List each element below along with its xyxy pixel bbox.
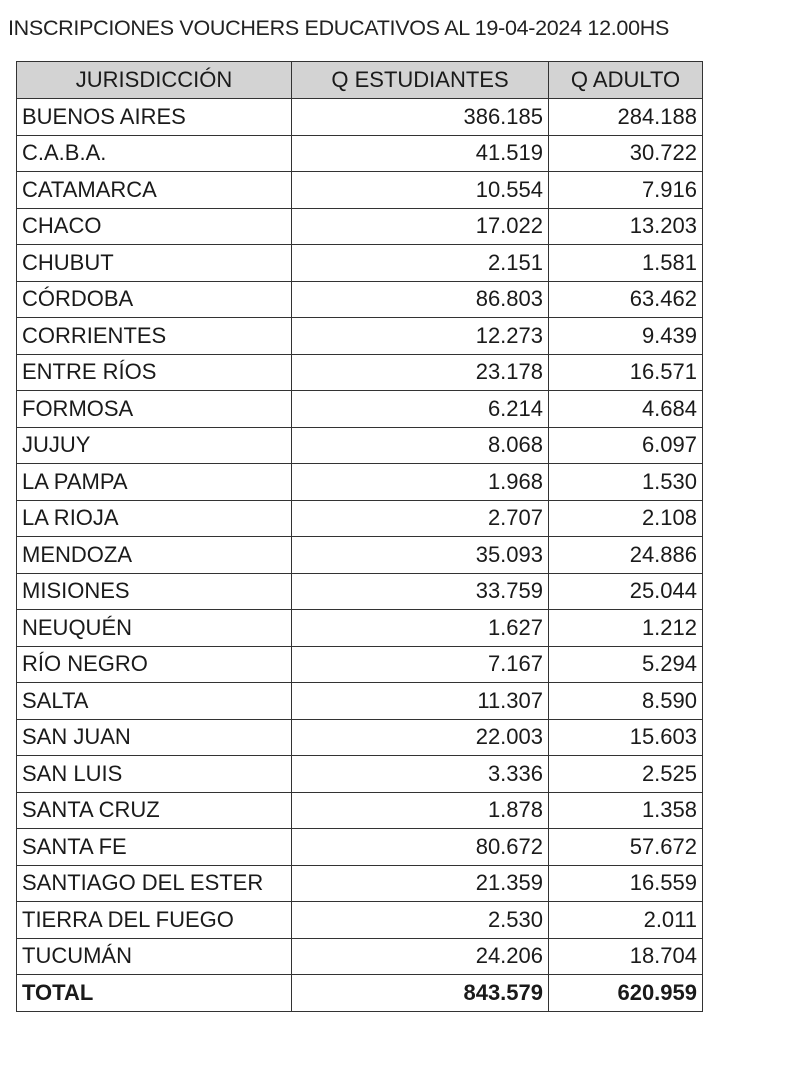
q-adulto-cell: 284.188 (549, 99, 703, 136)
q-adulto-cell: 30.722 (549, 135, 703, 172)
table-row (17, 537, 703, 574)
q-adulto-cell: 1.358 (549, 792, 703, 829)
q-estudiantes-cell: 386.185 (292, 99, 549, 136)
header-jurisdiccion: JURISDICCIÓN (17, 62, 292, 99)
table-row (17, 99, 703, 136)
table-row (17, 318, 703, 355)
q-estudiantes-cell: 1.878 (292, 792, 549, 829)
table-row (17, 354, 703, 391)
table-row (17, 756, 703, 793)
table-row (17, 646, 703, 683)
q-adulto-cell: 1.212 (549, 610, 703, 647)
header-q-adulto: Q ADULTO (549, 62, 703, 99)
jurisdiccion-cell: CHUBUT (17, 245, 292, 282)
jurisdiccion-cell: SAN JUAN (17, 719, 292, 756)
q-estudiantes-cell: 33.759 (292, 573, 549, 610)
q-adulto-cell: 5.294 (549, 646, 703, 683)
q-adulto-cell: 57.672 (549, 829, 703, 866)
jurisdiccion-cell: JUJUY (17, 427, 292, 464)
q-adulto-cell: 7.916 (549, 172, 703, 209)
q-estudiantes-cell: 86.803 (292, 281, 549, 318)
jurisdiccion-cell: CÓRDOBA (17, 281, 292, 318)
table-row (17, 500, 703, 537)
jurisdiccion-cell: SALTA (17, 683, 292, 720)
jurisdiccion-cell: MISIONES (17, 573, 292, 610)
jurisdiccion-cell: CORRIENTES (17, 318, 292, 355)
q-estudiantes-cell: 21.359 (292, 865, 549, 902)
jurisdiccion-cell: CHACO (17, 208, 292, 245)
jurisdiccion-cell: TUCUMÁN (17, 938, 292, 975)
table-row (17, 208, 703, 245)
q-adulto-cell: 4.684 (549, 391, 703, 428)
table-row (17, 135, 703, 172)
q-adulto-cell: 2.108 (549, 500, 703, 537)
q-estudiantes-cell: 24.206 (292, 938, 549, 975)
q-estudiantes-cell: 2.530 (292, 902, 549, 939)
jurisdiccion-cell: BUENOS AIRES (17, 99, 292, 136)
q-estudiantes-cell: 2.707 (292, 500, 549, 537)
q-adulto-cell: 6.097 (549, 427, 703, 464)
table-row (17, 172, 703, 209)
q-estudiantes-cell: 23.178 (292, 354, 549, 391)
jurisdiccion-cell: ENTRE RÍOS (17, 354, 292, 391)
q-adulto-cell: 13.203 (549, 208, 703, 245)
total-estudiantes: 843.579 (292, 975, 549, 1012)
table-row (17, 245, 703, 282)
table-header-row (17, 62, 703, 99)
jurisdiccion-cell: RÍO NEGRO (17, 646, 292, 683)
q-adulto-cell: 1.581 (549, 245, 703, 282)
q-adulto-cell: 63.462 (549, 281, 703, 318)
table-row (17, 573, 703, 610)
q-estudiantes-cell: 3.336 (292, 756, 549, 793)
q-adulto-cell: 16.559 (549, 865, 703, 902)
q-estudiantes-cell: 7.167 (292, 646, 549, 683)
q-adulto-cell: 16.571 (549, 354, 703, 391)
q-estudiantes-cell: 10.554 (292, 172, 549, 209)
q-estudiantes-cell: 1.627 (292, 610, 549, 647)
q-estudiantes-cell: 11.307 (292, 683, 549, 720)
table-row (17, 281, 703, 318)
q-adulto-cell: 2.525 (549, 756, 703, 793)
q-estudiantes-cell: 8.068 (292, 427, 549, 464)
q-adulto-cell: 9.439 (549, 318, 703, 355)
table-row (17, 391, 703, 428)
jurisdiccion-cell: SANTA CRUZ (17, 792, 292, 829)
table-row (17, 719, 703, 756)
jurisdiccion-cell: LA PAMPA (17, 464, 292, 501)
vouchers-table (16, 61, 703, 1012)
table-row (17, 865, 703, 902)
q-adulto-cell: 2.011 (549, 902, 703, 939)
jurisdiccion-cell: SAN LUIS (17, 756, 292, 793)
q-estudiantes-cell: 1.968 (292, 464, 549, 501)
table-row (17, 683, 703, 720)
table-row (17, 792, 703, 829)
q-adulto-cell: 24.886 (549, 537, 703, 574)
total-row (17, 975, 703, 1012)
total-adulto: 620.959 (549, 975, 703, 1012)
table-row (17, 427, 703, 464)
q-adulto-cell: 8.590 (549, 683, 703, 720)
table-row (17, 464, 703, 501)
page-title: INSCRIPCIONES VOUCHERS EDUCATIVOS AL 19-04-2024 12.00HS (8, 16, 669, 40)
jurisdiccion-cell: TIERRA DEL FUEGO (17, 902, 292, 939)
jurisdiccion-cell: SANTA FE (17, 829, 292, 866)
q-adulto-cell: 18.704 (549, 938, 703, 975)
q-estudiantes-cell: 22.003 (292, 719, 549, 756)
jurisdiccion-cell: FORMOSA (17, 391, 292, 428)
q-adulto-cell: 15.603 (549, 719, 703, 756)
table-row (17, 610, 703, 647)
table-row (17, 829, 703, 866)
q-estudiantes-cell: 35.093 (292, 537, 549, 574)
table-row (17, 902, 703, 939)
total-label: TOTAL (17, 975, 292, 1012)
q-adulto-cell: 1.530 (549, 464, 703, 501)
q-estudiantes-cell: 12.273 (292, 318, 549, 355)
jurisdiccion-cell: LA RIOJA (17, 500, 292, 537)
q-estudiantes-cell: 17.022 (292, 208, 549, 245)
q-estudiantes-cell: 80.672 (292, 829, 549, 866)
table-row (17, 938, 703, 975)
jurisdiccion-cell: CATAMARCA (17, 172, 292, 209)
jurisdiccion-cell: SANTIAGO DEL ESTER (17, 865, 292, 902)
jurisdiccion-cell: MENDOZA (17, 537, 292, 574)
q-estudiantes-cell: 6.214 (292, 391, 549, 428)
jurisdiccion-cell: C.A.B.A. (17, 135, 292, 172)
header-q-estudiantes: Q ESTUDIANTES (292, 62, 549, 99)
q-adulto-cell: 25.044 (549, 573, 703, 610)
q-estudiantes-cell: 41.519 (292, 135, 549, 172)
jurisdiccion-cell: NEUQUÉN (17, 610, 292, 647)
q-estudiantes-cell: 2.151 (292, 245, 549, 282)
